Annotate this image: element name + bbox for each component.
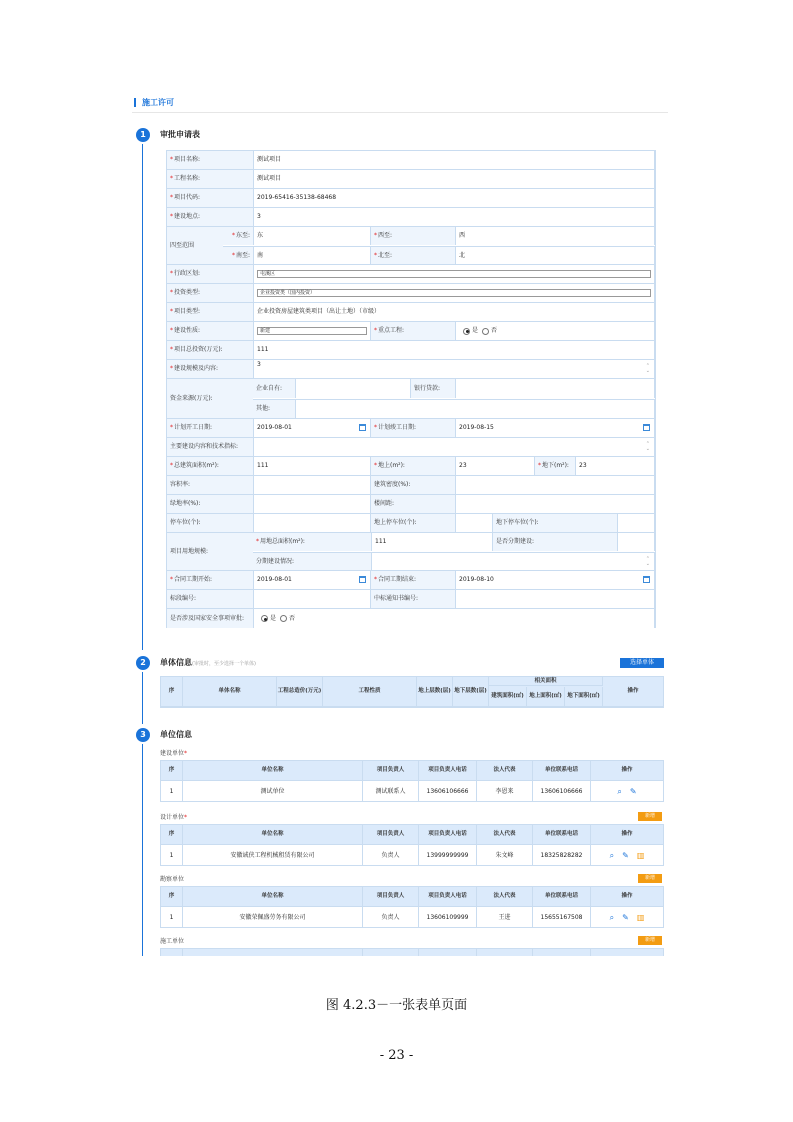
org-table-header bbox=[161, 887, 663, 907]
search-icon[interactable]: ⌕ bbox=[617, 786, 622, 796]
timeline-line bbox=[142, 744, 143, 956]
label-east: * 东至: bbox=[223, 227, 253, 245]
parking-field[interactable] bbox=[253, 514, 371, 532]
units-table-header bbox=[161, 677, 663, 707]
label-phased: 是否分期建设: bbox=[493, 533, 617, 551]
label-above-area: * 地上(m²): bbox=[371, 457, 455, 475]
security-yes-radio[interactable] bbox=[261, 615, 268, 622]
timeline-line bbox=[142, 672, 143, 724]
label-key-project: * 重点工程: bbox=[371, 322, 455, 340]
density-field[interactable] bbox=[455, 476, 655, 494]
col-actions: 操作 bbox=[621, 767, 633, 773]
south-field[interactable]: 南 bbox=[253, 246, 371, 264]
parking-above-field[interactable] bbox=[455, 514, 493, 532]
district-select[interactable]: 屯溪区 bbox=[257, 270, 651, 278]
add-design-org-button[interactable]: 新增 bbox=[638, 812, 662, 821]
org-group-title-design: 设计单位* bbox=[160, 814, 188, 821]
project-code-field[interactable]: 2019-65416-35138-68468 bbox=[253, 189, 655, 207]
col-seq: 序 bbox=[161, 761, 183, 780]
org-group-title-construction: 建设单位* bbox=[160, 750, 188, 757]
screenshot bbox=[132, 92, 668, 956]
label-bid-no: 标段编号: bbox=[167, 590, 253, 608]
col-seq: 序 bbox=[161, 887, 183, 906]
col-under-area: 地下面积(㎡) bbox=[565, 687, 603, 706]
edit-icon[interactable]: ✎ bbox=[622, 912, 629, 922]
invest-type-select[interactable]: 企业投资类（国内投资） bbox=[257, 289, 651, 297]
label-scale: * 建设规模及内容: bbox=[167, 360, 253, 378]
figure-caption: 图 4.2.3－一张表单页面 bbox=[325, 998, 468, 1013]
divider bbox=[132, 112, 668, 113]
col-actions: 操作 bbox=[627, 688, 639, 694]
fund-other-field[interactable] bbox=[295, 399, 655, 418]
label-parking-under: 地下停车位(个): bbox=[493, 514, 617, 532]
label-notice-no: 中标通知书编号: bbox=[371, 590, 455, 608]
org-table-construction bbox=[160, 760, 664, 802]
col-manager-phone: 项目负责人电话 bbox=[419, 887, 477, 906]
col-manager-phone bbox=[419, 949, 477, 956]
table-row: 1 测试单位 测试联系人 13606106666 李恩来 13606106666 ⌕ ✎ bbox=[161, 781, 663, 801]
label-north: * 北至: bbox=[371, 246, 455, 264]
project-name-field[interactable]: 测试项目 bbox=[253, 151, 655, 169]
security-radio-group: 是 否 bbox=[253, 609, 655, 628]
label-density: 建筑密度(%): bbox=[371, 476, 455, 494]
col-seq bbox=[161, 949, 183, 956]
plan-start-date[interactable]: 2019-08-01 bbox=[253, 419, 371, 437]
label-spacing: 楼间距: bbox=[371, 495, 455, 513]
key-project-no-radio[interactable] bbox=[482, 328, 489, 335]
col-unit-name: 单体名称 bbox=[183, 677, 277, 706]
label-fund: 资金来源(万元): bbox=[167, 379, 253, 418]
calendar-icon[interactable] bbox=[359, 424, 366, 431]
above-area-field[interactable]: 23 bbox=[455, 457, 535, 475]
col-seq: 序 bbox=[161, 825, 183, 844]
label-engineering-name: * 工程名称: bbox=[167, 170, 253, 188]
page-number: - 23 - bbox=[379, 1048, 414, 1063]
east-field[interactable]: 东 bbox=[253, 227, 371, 245]
col-org-phone: 单位联系电话 bbox=[533, 825, 591, 844]
col-seq: 序 bbox=[161, 677, 183, 706]
search-icon[interactable]: ⌕ bbox=[609, 850, 615, 860]
label-main-content: 主要建设内容和技术指标: bbox=[167, 438, 253, 456]
label-fund-self: 企业自有: bbox=[253, 379, 295, 398]
parking-under-field[interactable] bbox=[617, 514, 655, 532]
col-nature: 工程性质 bbox=[323, 677, 417, 706]
security-no-radio[interactable] bbox=[280, 615, 287, 622]
label-contract-start: * 合同工期开始: bbox=[167, 571, 253, 589]
calendar-icon[interactable] bbox=[359, 576, 366, 583]
add-contractor-org-button[interactable]: 新增 bbox=[638, 936, 662, 945]
label-west: * 西至: bbox=[371, 227, 455, 245]
table-row: 1 安徽诚侠工程机械租赁有限公司 负责人 13999999999 朱文峰 18325828282 ⌕ ✎ ▥ bbox=[161, 845, 663, 865]
col-org-phone: 单位联系电话 bbox=[533, 887, 591, 906]
edit-icon[interactable]: ✎ bbox=[629, 786, 637, 796]
notice-no-field[interactable] bbox=[455, 590, 655, 608]
plot-ratio-field[interactable] bbox=[253, 476, 371, 494]
org-table-header bbox=[161, 949, 663, 956]
label-district: * 行政区划: bbox=[167, 265, 253, 283]
org-table-design bbox=[160, 824, 664, 866]
col-actions: 操作 bbox=[621, 893, 633, 899]
search-icon[interactable]: ⌕ bbox=[609, 912, 615, 922]
label-total-invest: * 项目总投资(万元): bbox=[167, 341, 253, 359]
delete-icon[interactable]: ▥ bbox=[636, 912, 645, 922]
section-title-approval-form: 审批申请表 bbox=[160, 130, 200, 139]
row-actions bbox=[591, 845, 663, 865]
label-security: 是否涉及国家安全事项审批: bbox=[167, 609, 253, 628]
nature-select[interactable]: 新建 bbox=[257, 327, 367, 335]
label-green: 绿地率(%): bbox=[167, 495, 253, 513]
engineering-name-field[interactable]: 测试项目 bbox=[253, 170, 655, 188]
label-phased-info: 分期建设情况: bbox=[253, 552, 371, 570]
label-project-type: * 项目类型: bbox=[167, 303, 253, 321]
col-org-name: 单位名称 bbox=[183, 825, 363, 844]
row-actions bbox=[591, 907, 663, 927]
units-table bbox=[160, 676, 664, 708]
land-area-field[interactable]: 111 bbox=[371, 533, 493, 551]
org-table-survey bbox=[160, 886, 664, 928]
label-fund-other: 其他: bbox=[253, 399, 295, 418]
label-under-area: * 地下(m²): bbox=[535, 457, 575, 475]
org-table-header bbox=[161, 825, 663, 845]
contract-end-date[interactable]: 2019-08-10 bbox=[455, 571, 655, 589]
add-survey-org-button[interactable]: 新增 bbox=[638, 874, 662, 883]
col-cost: 工程总造价(万元) bbox=[277, 677, 323, 706]
org-group-title-contractor: 施工单位 bbox=[160, 938, 185, 945]
edit-icon[interactable]: ✎ bbox=[622, 850, 629, 860]
col-org-name: 单位名称 bbox=[183, 887, 363, 906]
col-org-phone: 单位联系电话 bbox=[533, 761, 591, 780]
col-above-area: 地上面积(㎡) bbox=[527, 687, 565, 706]
label-land: 项目用地规模: bbox=[167, 533, 253, 570]
step-badge-3: 3 bbox=[136, 728, 150, 742]
label-site: * 建设地点: bbox=[167, 208, 253, 226]
col-org-phone bbox=[533, 949, 591, 956]
fund-bank-field[interactable] bbox=[455, 379, 655, 398]
phased-info-textarea[interactable] bbox=[371, 552, 655, 570]
label-plan-end: * 计划竣工日期: bbox=[371, 419, 455, 437]
row-actions bbox=[591, 781, 663, 801]
project-type-field[interactable]: 企业投资房屋建筑类项目（出让土地）（市级） bbox=[253, 303, 655, 321]
col-legal: 法人代表 bbox=[477, 887, 533, 906]
col-above-floors: 地上层数(层) bbox=[417, 677, 453, 706]
col-manager-phone: 项目负责人电话 bbox=[419, 761, 477, 780]
col-under-floors: 地下层数(层) bbox=[453, 677, 489, 706]
col-actions: 操作 bbox=[621, 831, 633, 837]
col-manager: 项目负责人 bbox=[363, 761, 419, 780]
col-manager-phone: 项目负责人电话 bbox=[419, 825, 477, 844]
spacing-field[interactable] bbox=[455, 495, 655, 513]
plan-end-date[interactable]: 2019-08-15 bbox=[455, 419, 655, 437]
label-boundary: 四至范围 bbox=[167, 227, 223, 264]
approval-form bbox=[166, 150, 656, 628]
textarea-resize-icon: ⌃ ⌄ bbox=[645, 363, 650, 374]
col-related-area: 相关面积 bbox=[489, 677, 603, 686]
org-group-title-survey: 勘察单位 bbox=[160, 876, 185, 883]
total-invest-field[interactable]: 111 bbox=[253, 341, 655, 359]
main-content-textarea[interactable] bbox=[253, 438, 655, 456]
fund-self-field[interactable] bbox=[295, 379, 411, 398]
step-badge-1: 1 bbox=[136, 128, 150, 142]
page-title: 施工许可 bbox=[134, 98, 174, 107]
textarea-resize-icon: ⌃ ⌄ bbox=[645, 555, 650, 567]
col-build-area: 建筑面积(㎡) bbox=[489, 687, 527, 706]
textarea-resize-icon: ⌃ ⌄ bbox=[645, 441, 650, 452]
col-manager: 项目负责人 bbox=[363, 887, 419, 906]
label-nature: * 建设性质: bbox=[167, 322, 253, 340]
select-units-button[interactable]: 选择单体 bbox=[620, 658, 664, 668]
label-project-code: * 项目代码: bbox=[167, 189, 253, 207]
col-legal bbox=[477, 949, 533, 956]
timeline-line bbox=[142, 144, 143, 650]
calendar-icon[interactable] bbox=[643, 424, 650, 431]
label-south: * 南至: bbox=[223, 246, 253, 264]
contract-start-date[interactable]: 2019-08-01 bbox=[253, 571, 371, 589]
green-field[interactable] bbox=[253, 495, 371, 513]
north-field[interactable]: 北 bbox=[455, 246, 655, 264]
calendar-icon[interactable] bbox=[643, 576, 650, 583]
label-fund-bank: 银行贷款: bbox=[411, 379, 455, 398]
label-land-area: * 用地总面积(m²): bbox=[253, 533, 371, 551]
under-area-field[interactable]: 23 bbox=[575, 457, 655, 475]
step-badge-2: 2 bbox=[136, 656, 150, 670]
org-table-header bbox=[161, 761, 663, 781]
key-project-radio-group: 是 否 bbox=[455, 322, 655, 340]
col-org-name: 单位名称 bbox=[183, 761, 363, 780]
label-project-name: * 项目名称: bbox=[167, 151, 253, 169]
org-table-contractor bbox=[160, 948, 664, 956]
label-invest-type: * 投资类型: bbox=[167, 284, 253, 302]
units-hint: (审批时，至少选择一个单体) bbox=[192, 661, 256, 667]
section-title-orgs: 单位信息 bbox=[160, 730, 192, 739]
table-row: 1 安徽荣佩盛劳务有限公司 负责人 13606109999 王进 15655167508 ⌕ ✎ ▥ bbox=[161, 907, 663, 927]
label-plan-start: * 计划开工日期: bbox=[167, 419, 253, 437]
phased-field[interactable] bbox=[617, 533, 655, 551]
label-parking-above: 地上停车位(个): bbox=[371, 514, 455, 532]
label-parking: 停车位(个): bbox=[167, 514, 253, 532]
bid-no-field[interactable] bbox=[253, 590, 371, 608]
col-legal: 法人代表 bbox=[477, 825, 533, 844]
label-plot-ratio: 容积率: bbox=[167, 476, 253, 494]
section-title-units: 单体信息(审批时，至少选择一个单体) bbox=[160, 658, 256, 667]
total-area-field[interactable]: 111 bbox=[253, 457, 371, 475]
delete-icon[interactable]: ▥ bbox=[636, 850, 645, 860]
scale-textarea[interactable]: 3 ⌃ ⌄ bbox=[253, 360, 655, 378]
label-total-area: * 总建筑面积(m²): bbox=[167, 457, 253, 475]
label-contract-end: * 合同工期结束: bbox=[371, 571, 455, 589]
site-field[interactable]: 3 bbox=[253, 208, 655, 226]
col-manager: 项目负责人 bbox=[363, 825, 419, 844]
col-legal: 法人代表 bbox=[477, 761, 533, 780]
west-field[interactable]: 西 bbox=[455, 227, 655, 245]
key-project-yes-radio[interactable] bbox=[463, 328, 470, 335]
col-manager bbox=[363, 949, 419, 956]
col-org-name bbox=[183, 949, 363, 956]
